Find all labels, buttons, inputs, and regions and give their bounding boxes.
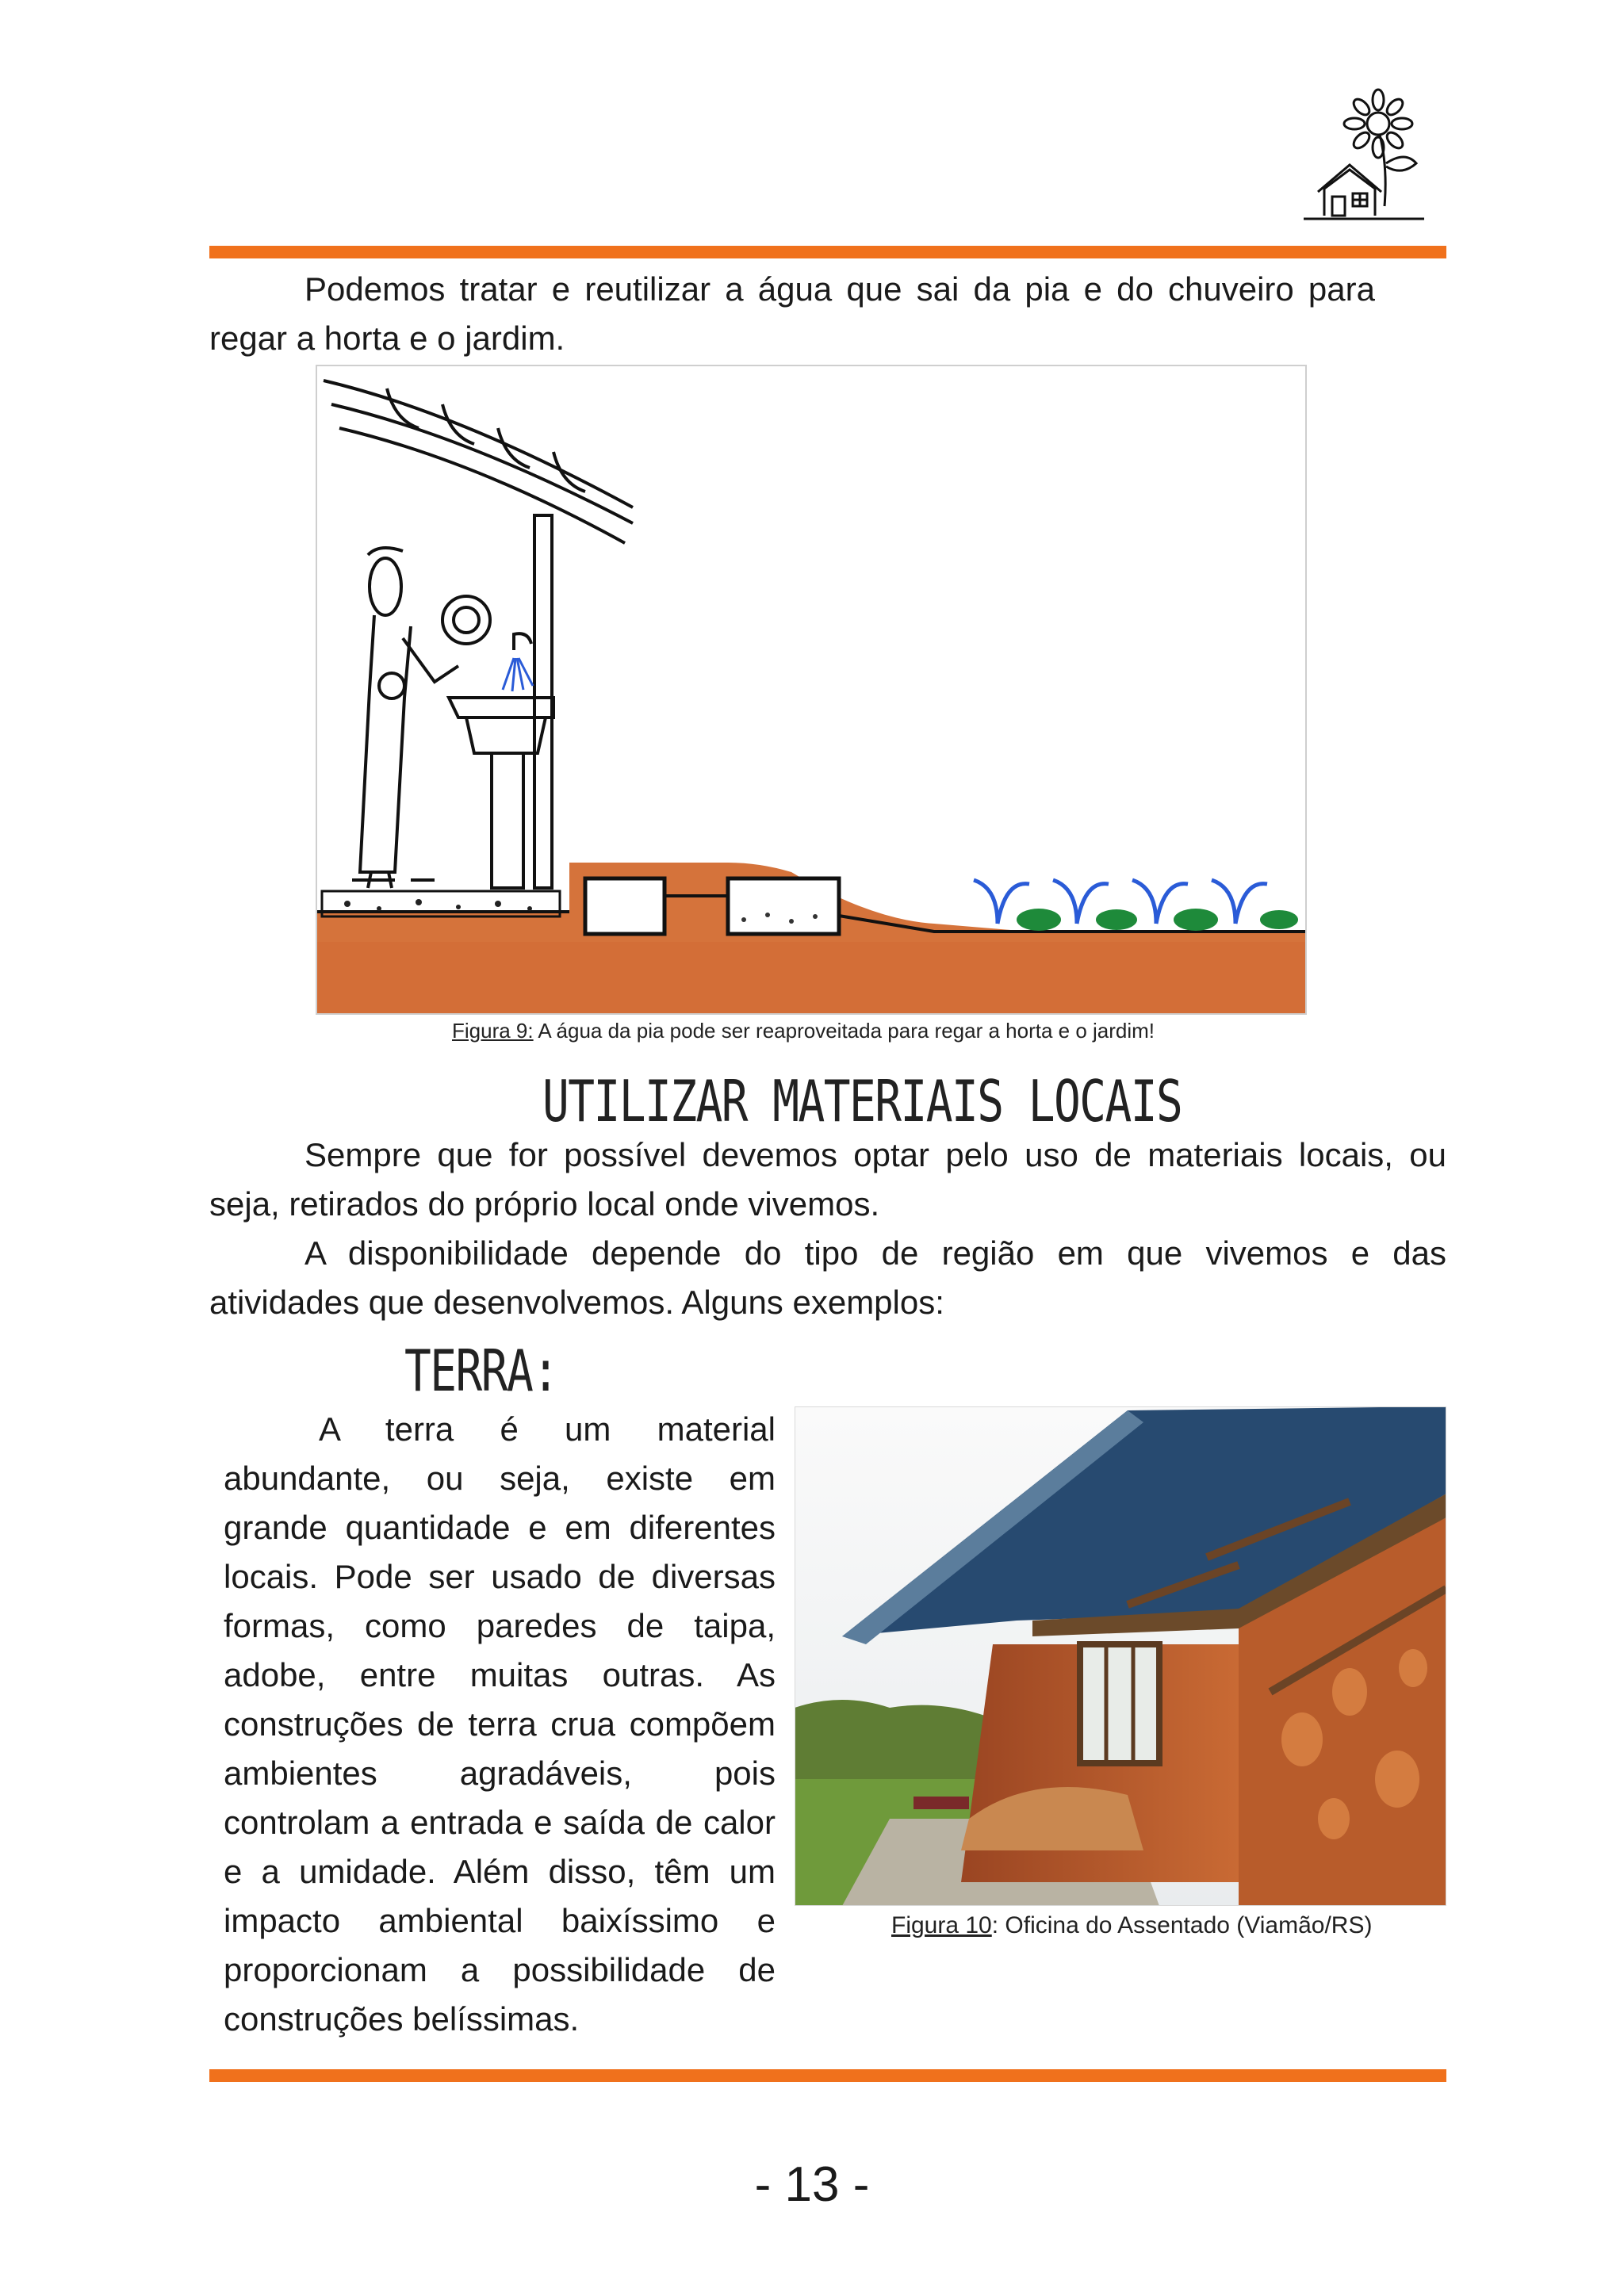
flower-house-icon: [1300, 87, 1427, 230]
section-paragraph-1: Sempre que for possível devemos optar pelo uso de materiais locais, ou seja, retirados do próprio local onde vivemos.: [209, 1136, 1446, 1223]
top-rule: [209, 246, 1446, 258]
figure-9-caption: [452, 1018, 1155, 1043]
section-title: UTILIZAR MATERIAIS LOCAIS: [542, 1068, 1182, 1135]
terra-paragraph: A terra é um material abundante, ou seja, existe em grande quantidade e em diferentes locais. Pode ser usado de diversas formas, como paredes de taipa, adobe, entre muitas outras. As construções de terra crua compõem ambientes agradáveis, pois controlam a entrada e saída de calor e a umidade. Além disso, têm um impacto ambiental baixíssimo e proporcionam a possibilidade de construções belíssimas.: [224, 1410, 776, 2038]
figure-10-caption: [891, 1911, 1372, 1941]
intro-paragraph: Podemos tratar e reutilizar a água que sai da pia e do chuveiro para regar a horta e o jardim.: [209, 270, 1375, 357]
figure-10-photo: [795, 1406, 1446, 1906]
figure-10-caption-text: : Oficina do Assentado (Viamão/RS): [991, 1912, 1373, 1938]
figure-10-label: Figura 10: [891, 1912, 992, 1938]
figure-9-label: Figura 9:: [452, 1019, 534, 1043]
page-number: - 13 -: [754, 2157, 870, 2212]
bottom-rule: [209, 2069, 1446, 2082]
figure-9-illustration: [316, 365, 1307, 1015]
terra-title: TERRA:: [404, 1337, 558, 1404]
figure-9-caption-text: A água da pia pode ser reaproveitada para regar a horta e o jardim!: [533, 1019, 1155, 1043]
section-paragraph-2: A disponibilidade depende do tipo de região em que vivemos e das atividades que desenvolvemos. Alguns exemplos:: [209, 1234, 1446, 1321]
